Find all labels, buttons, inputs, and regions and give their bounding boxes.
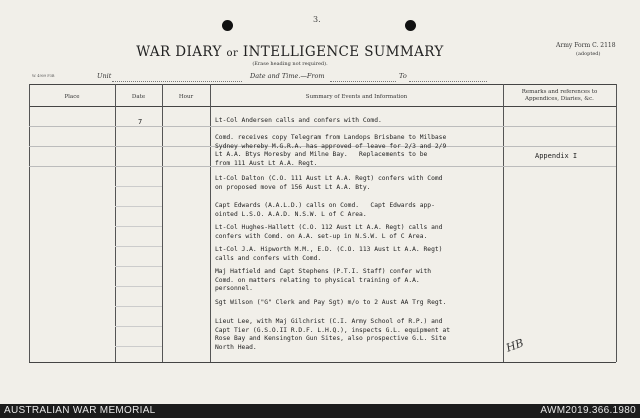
diary-entry: Sgt Wilson ("G" Clerk and Pay Sgt) m/o to 2 Aust AA Trg Regt. xyxy=(215,299,447,306)
date-entry: 7 xyxy=(138,118,143,126)
ruled-line xyxy=(115,346,162,347)
ruled-line xyxy=(115,266,162,267)
form-code: W. 4909 F3B xyxy=(32,74,55,78)
date-time-label: Date and Time.—From xyxy=(250,72,325,80)
header-place: Place xyxy=(64,94,80,100)
subtitle: (Erase heading not required). xyxy=(252,61,328,67)
header-date: Date xyxy=(131,94,146,100)
diary-entry: Capt Edwards (A.A.L.D.) calls on Comd. Capt Edwards app- ointed L.S.O. A.A.D. N.S.W. L of C Area. xyxy=(215,202,435,218)
header-summary: Summary of Events and Information xyxy=(305,94,408,100)
page-title xyxy=(0,44,580,60)
diary-entry: Lieut Lee, with Maj Gilchrist (C.I. Army School of R.P.) and Capt Tier (G.S.O.II R.D.F. L.H.Q.), inspects G.L. equipment at Rose Bay and Kensington Gun Sites, also prospective G.L. Site North Head. xyxy=(215,318,451,351)
column-divider xyxy=(616,84,617,362)
from-dotted-line xyxy=(330,81,396,82)
header-remarks-line1: Remarks and references to xyxy=(521,89,598,95)
diary-entry: Lt-Col Hughes-Hallett (C.O. 112 Aust Lt A.A. Regt) calls and confers with Comd. on A.A. set-up in N.S.W. L of C Area. xyxy=(215,224,443,240)
table-top-border xyxy=(29,84,616,85)
page-number: 3. xyxy=(313,15,321,24)
handwritten-initials: HB xyxy=(504,336,526,355)
form-number: Army Form C. 2118 xyxy=(556,42,616,49)
ruled-line xyxy=(115,286,162,287)
footer-institution: AUSTRALIAN WAR MEMORIAL xyxy=(4,405,156,416)
header-remarks-line2: Appendices, Diaries, &c. xyxy=(525,95,594,102)
unit-label: Unit xyxy=(97,72,112,80)
ruled-line xyxy=(115,306,162,307)
form-adopted: (adopted) xyxy=(576,51,601,57)
to-label: To xyxy=(399,72,407,80)
punch-hole xyxy=(222,20,233,31)
ruled-line xyxy=(115,226,162,227)
diary-entry: Comd. receives copy Telegram from Landops Brisbane to Milbase Sydney whereby M.G.R.A. has approved of leave for 2/3 and 2/9 Lt A.A. Btys Moresby and Milne Bay. Replacements to be from 111 Aust Lt A.A. Regt. xyxy=(215,134,447,167)
table-bottom-border xyxy=(29,362,616,363)
header-remarks xyxy=(503,89,616,102)
header-hour: Hour xyxy=(178,94,194,100)
ruled-line xyxy=(115,246,162,247)
unit-dotted-line xyxy=(112,81,242,82)
footer-accession-number: AWM2019.366.1980 xyxy=(540,405,636,416)
diary-entry: Lt-Col Andersen calls and confers with Comd. xyxy=(215,117,382,124)
title-or: or xyxy=(226,48,239,59)
ruled-line xyxy=(115,206,162,207)
table-header-border xyxy=(29,106,616,107)
punch-hole xyxy=(405,20,416,31)
diary-entry: Lt-Col Dalton (C.O. 111 Aust Lt A.A. Regt) confers with Comd on proposed move of 156 Aust Lt A.A. Bty. xyxy=(215,175,443,191)
remark-appendix: Appendix I xyxy=(535,152,578,160)
ruled-line xyxy=(115,186,162,187)
ruled-line xyxy=(29,126,616,127)
diary-entry: Lt-Col J.A. Hipworth M.M., E.D. (C.O. 113 Aust Lt A.A. Regt) calls and confers with Comd. xyxy=(215,246,443,262)
title-intelligence-summary: INTELLIGENCE SUMMARY xyxy=(242,44,444,60)
title-war-diary: WAR DIARY xyxy=(136,44,222,60)
to-dotted-line xyxy=(409,81,487,82)
ruled-line xyxy=(115,326,162,327)
diary-entry: Maj Hatfield and Capt Stephens (P.T.I. Staff) confer with Comd. on matters relating to physical training of A.A. personnel. xyxy=(215,268,432,293)
